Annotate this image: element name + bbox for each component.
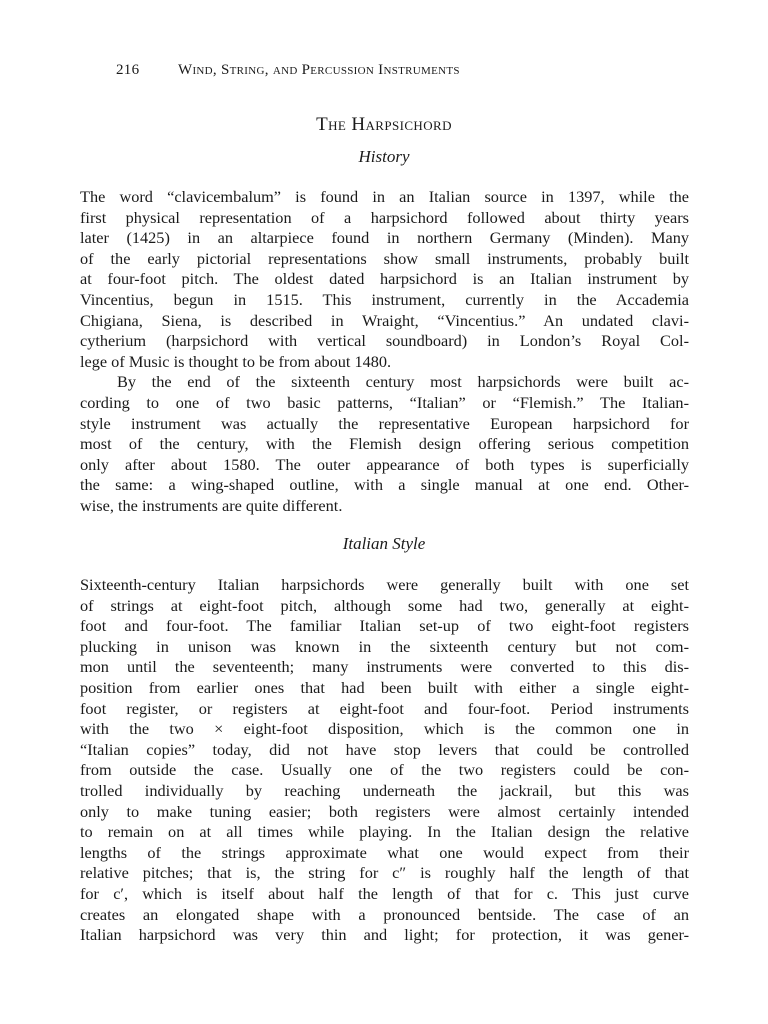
text-line: Italian harpsichord was very thin and light; for protection, it was gener- (80, 925, 689, 945)
text-line: Sixteenth-century Italian harpsichords were generally built with one set (80, 575, 689, 594)
text-line: first physical representation of a harpsichord followed about thirty years (80, 207, 689, 227)
text-line: position from earlier ones that had been built with either a single eight- (80, 677, 689, 697)
chapter-title: The Harpsichord (316, 114, 452, 135)
text-line: at four-foot pitch. The oldest dated harpsichord is an Italian instrument by (80, 269, 689, 289)
text-line: for c′, which is itself about half the length of that for c. This just curve (80, 883, 689, 903)
text-line: foot and four-foot. The familiar Italian set-up of two eight-foot registers (80, 616, 689, 636)
text-line: wise, the instruments are quite different. (80, 495, 343, 515)
text-line: plucking in unison was known in the sixteenth century but not com- (80, 636, 689, 656)
italian-style-text (80, 575, 689, 946)
text-line: lengths of the strings approximate what one would expect from their (80, 842, 689, 862)
text-line: creates an elongated shape with a pronounced bentside. The case of an (80, 904, 689, 924)
text-line: of strings at eight-foot pitch, although some had two, generally at eight- (80, 595, 689, 615)
text-line: later (1425) in an altarpiece found in northern Germany (Minden). Many (80, 228, 689, 248)
text-line: most of the century, with the Flemish design offering serious competition (80, 434, 689, 454)
text-line: from outside the case. Usually one of the two registers could be con- (80, 760, 689, 780)
section-heading-italian-style: Italian Style (342, 534, 426, 553)
text-line: cytherium (harpsichord with vertical soundboard) in London’s Royal Col- (80, 331, 689, 351)
text-line: “Italian copies” today, did not have stop levers that could be controlled (80, 739, 689, 759)
text-line: relative pitches; that is, the string for c″ is roughly half the length of that (80, 863, 689, 883)
text-line: only after about 1580. The outer appearance of both types is superficially (80, 454, 689, 474)
text-line: lege of Music is thought to be from about 1480. (80, 351, 392, 371)
text-line: mon until the seventeenth; many instruments were converted to this dis- (80, 657, 689, 677)
text-line: the same: a wing-shaped outline, with a single manual at one end. Other- (80, 475, 689, 495)
text-line: By the end of the sixteenth century most harpsichords were built ac- (117, 372, 689, 392)
text-line: with the two × eight-foot disposition, which is the common one in (80, 719, 689, 739)
text-line: style instrument was actually the representative European harpsichord for (80, 413, 689, 433)
text-line: Chigiana, Siena, is described in Wraight, “Vincentius.” An undated clavi- (80, 310, 689, 330)
section-heading-history: History (358, 147, 410, 166)
text-line: The word “clavicembalum” is found in an Italian source in 1397, while the (80, 187, 689, 206)
text-line: to remain on at all times while playing. In the Italian design the relative (80, 822, 689, 842)
text-line: foot register, or registers at eight-foot and four-foot. Period instruments (80, 698, 689, 718)
text-line: cording to one of two basic patterns, “Italian” or “Flemish.” The Italian- (80, 392, 689, 412)
text-line: only to make tuning easier; both registers were almost certainly intended (80, 801, 689, 821)
text-line: trolled individually by reaching underneath the jackrail, but this was (80, 780, 689, 800)
page-number: 216 (116, 62, 140, 78)
text-line: Vincentius, begun in 1515. This instrument, currently in the Accademia (80, 289, 689, 309)
text-line: of the early pictorial representations show small instruments, probably built (80, 248, 689, 268)
history-text (80, 187, 689, 517)
running-head-title: Wind, String, and Percussion Instruments (178, 62, 460, 78)
running-head (116, 62, 460, 79)
